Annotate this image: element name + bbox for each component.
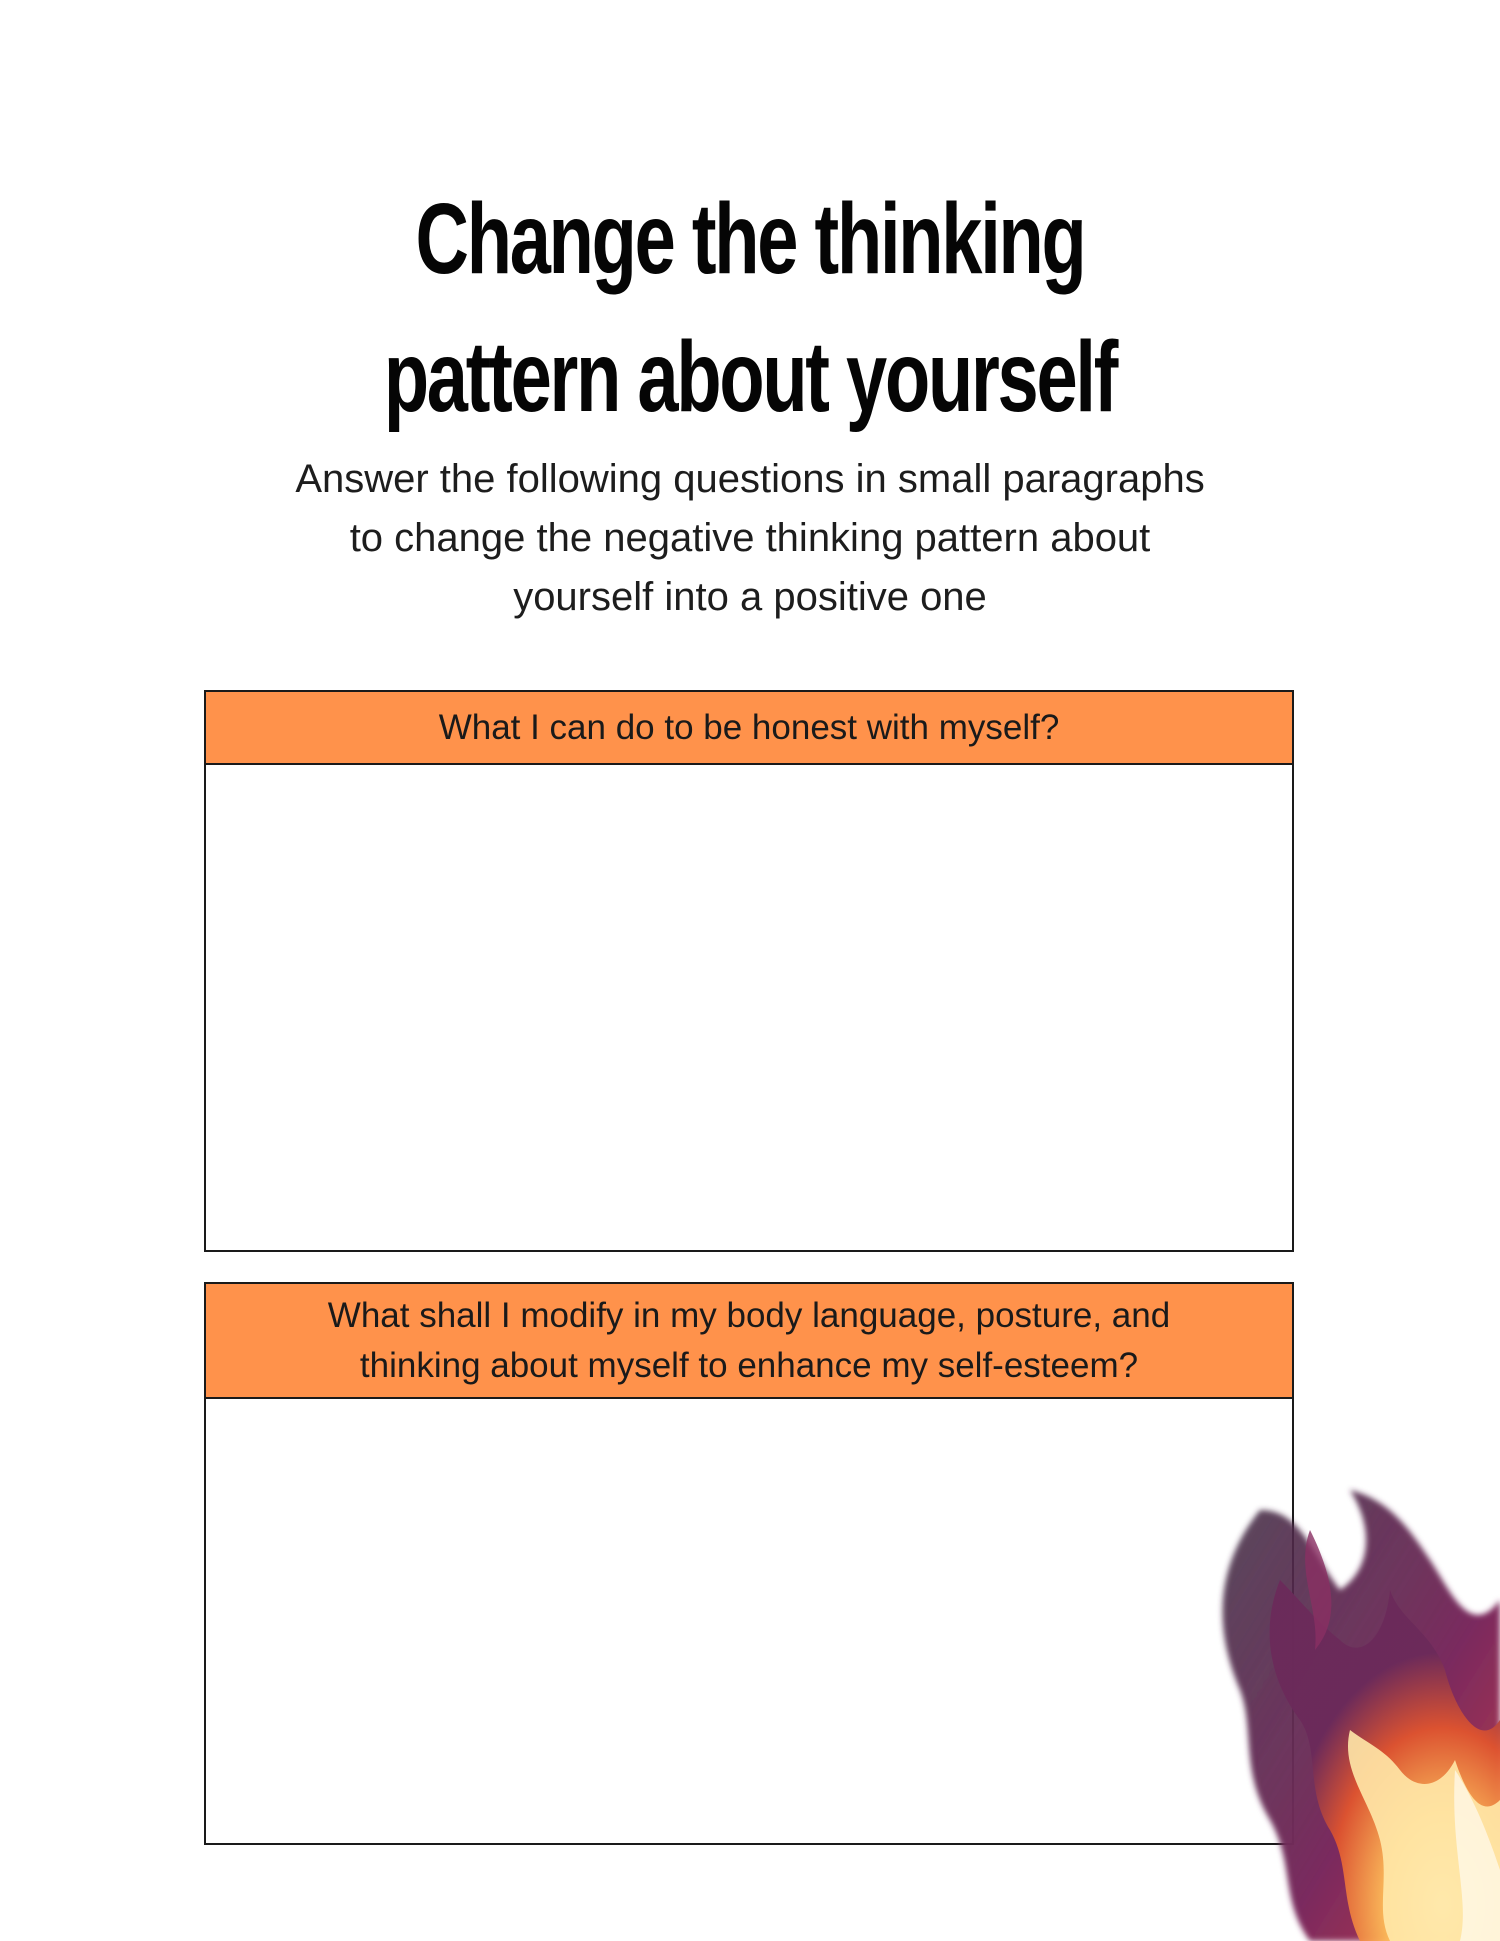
page-title-line-2: pattern about yourself — [383, 321, 1117, 433]
answer-area[interactable] — [206, 1399, 1292, 1843]
answer-area[interactable] — [206, 765, 1292, 1250]
question-box-honesty — [204, 690, 1294, 1252]
question-text: What I can do to be honest with myself? — [438, 707, 1060, 747]
instructions-line-3: yourself into a positive one — [513, 575, 987, 619]
instructions-line-2: to change the negative thinking pattern about — [349, 516, 1151, 560]
question-text-line-2: thinking about myself to enhance my self-esteem? — [359, 1345, 1139, 1385]
question-text-line-1: What shall I modify in my body language, posture, and — [327, 1295, 1171, 1335]
page-title-line-1: Change the thinking — [415, 183, 1085, 295]
instructions-text — [200, 450, 1300, 627]
question-box-body-language — [204, 1282, 1294, 1845]
question-header — [206, 1284, 1292, 1399]
question-header — [206, 692, 1292, 765]
page-title — [195, 170, 1305, 446]
instructions-line-1: Answer the following questions in small paragraphs — [295, 457, 1205, 501]
